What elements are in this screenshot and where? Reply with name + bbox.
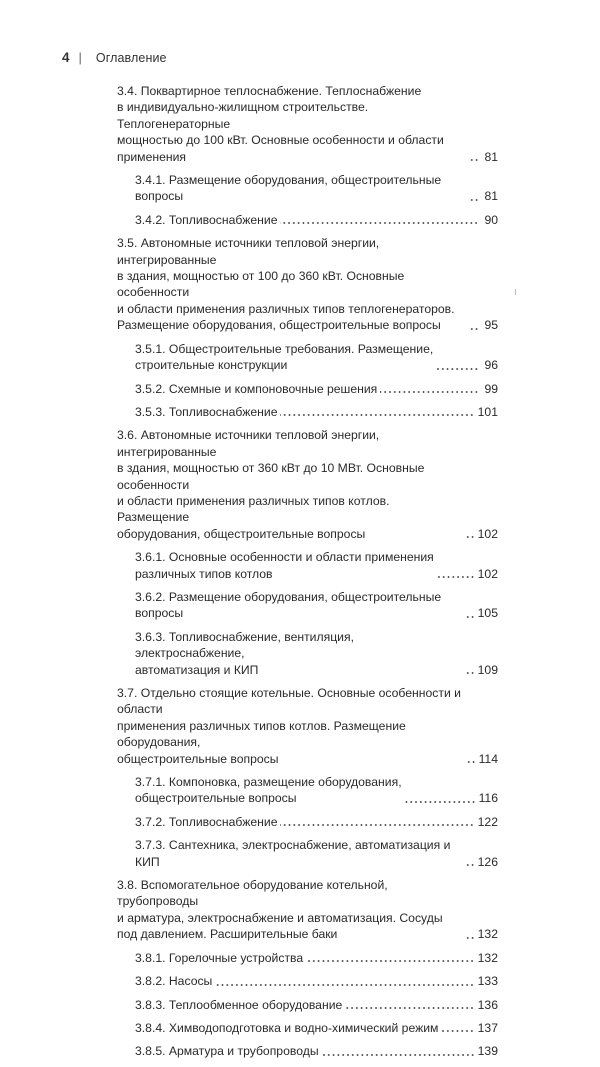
entry-page-number: 136 bbox=[477, 997, 498, 1012]
entry-page-number: 99 bbox=[484, 381, 498, 396]
dot-leader bbox=[437, 576, 475, 578]
entry-page-number: 132 bbox=[477, 950, 498, 965]
entry-page-number: 109 bbox=[477, 662, 498, 677]
entry-title: 3.8.2. Насосы bbox=[135, 974, 213, 989]
dot-leader bbox=[465, 864, 475, 866]
dot-leader bbox=[469, 199, 479, 201]
dot-leader bbox=[465, 616, 475, 618]
toc-subsection-entry bbox=[117, 973, 498, 989]
dot-leader bbox=[441, 1030, 474, 1032]
entry-page-number: 81 bbox=[484, 149, 498, 164]
dot-leader bbox=[322, 1054, 475, 1056]
entry-title: 3.5.3. Топливоснабжение bbox=[135, 404, 278, 419]
entry-page-number: 139 bbox=[477, 1044, 498, 1059]
toc-subsection-entry bbox=[117, 404, 498, 420]
entry-page-number: 133 bbox=[477, 974, 498, 989]
dot-leader bbox=[215, 984, 474, 986]
entry-title: 3.8.1. Горелочные устройства bbox=[135, 950, 304, 965]
entry-page-number: 122 bbox=[477, 814, 498, 829]
dot-leader bbox=[405, 801, 476, 803]
entry-title: 3.8.4. Химводоподготовка и водно-химический режим bbox=[135, 1020, 439, 1035]
entry-title: 3.7.2. Топливоснабжение bbox=[135, 814, 278, 829]
entry-page-number: 81 bbox=[484, 189, 498, 204]
toc-subsection-entry bbox=[117, 549, 498, 582]
toc-section-entry bbox=[117, 427, 498, 542]
toc-subsection-entry bbox=[117, 950, 498, 966]
entry-page-number: 101 bbox=[477, 404, 498, 419]
entry-title: 3.8. Вспомогательное оборудование котельной, трубопроводы и арматура, электроснабжение и автоматизация. Сосуды под давлением. Расширительные баки bbox=[117, 878, 443, 942]
toc-subsection-entry bbox=[117, 774, 498, 807]
entry-page-number: 102 bbox=[477, 566, 498, 581]
toc-subsection-entry bbox=[117, 997, 498, 1013]
entry-page-number: 116 bbox=[478, 791, 498, 806]
margin-mark bbox=[515, 289, 516, 295]
entry-page-number: 114 bbox=[478, 751, 498, 766]
header-separator: | bbox=[78, 50, 82, 65]
entry-page-number: 90 bbox=[484, 212, 498, 227]
header-title: Оглавление bbox=[95, 50, 167, 65]
dot-leader bbox=[469, 159, 479, 161]
dot-leader bbox=[280, 222, 479, 224]
entry-title: 3.7. Отдельно стоящие котельные. Основные особенности и области применения различных типов котлов. Размещение оборудования, общестроительные вопросы bbox=[117, 686, 461, 766]
toc-subsection-entry bbox=[117, 1020, 498, 1036]
entry-title: 3.4.2. Топливоснабжение bbox=[135, 212, 278, 227]
entry-title: 3.6.3. Топливоснабжение, вентиляция, электроснабжение, автоматизация и КИП bbox=[135, 629, 354, 677]
entry-title: 3.8.5. Арматура и трубопроводы bbox=[135, 1044, 319, 1059]
dot-leader bbox=[466, 761, 476, 763]
entry-page-number: 95 bbox=[484, 318, 498, 333]
entry-title: 3.7.3. Сантехника, электроснабжение, автоматизация и КИП bbox=[135, 838, 451, 869]
toc-section-entry bbox=[117, 235, 498, 333]
entry-page-number: 96 bbox=[484, 358, 498, 373]
toc-subsection-entry bbox=[117, 341, 498, 374]
entry-title: 3.5.1. Общестроительные требования. Размещение, строительные конструкции bbox=[135, 341, 434, 373]
toc-section-entry bbox=[117, 83, 498, 165]
toc-subsection-entry bbox=[117, 814, 498, 830]
toc-section-entry bbox=[117, 877, 498, 943]
toc-subsection-entry bbox=[117, 381, 498, 397]
dot-leader bbox=[465, 536, 475, 538]
dot-leader bbox=[345, 1007, 474, 1009]
toc-subsection-entry bbox=[117, 589, 498, 622]
toc-subsection-entry bbox=[117, 837, 498, 870]
entry-title: 3.4. Поквартирное теплоснабжение. Теплоснабжение в индивидуально-жилищном строительстве. Теплогенераторные мощностью до 100 кВт. Основные особенности и области применения bbox=[117, 84, 444, 164]
entry-title: 3.5.2. Схемные и компоновочные решения bbox=[135, 381, 378, 396]
toc-subsection-entry bbox=[117, 172, 498, 205]
page-number: 4 bbox=[62, 50, 70, 65]
entry-title: 3.5. Автономные источники тепловой энергии, интегрированные в здания, мощностью от 100 до 360 кВт. Основные особенности и области применения различных типов теплогенераторов. Размещение оборудования, общестроительные вопросы bbox=[117, 236, 455, 333]
entry-page-number: 132 bbox=[477, 927, 498, 942]
toc-subsection-entry bbox=[117, 212, 498, 228]
entry-title: 3.7.1. Компоновка, размещение оборудования, общестроительные вопросы bbox=[135, 775, 402, 806]
entry-page-number: 105 bbox=[477, 606, 498, 621]
dot-leader bbox=[469, 328, 479, 330]
entry-page-number: 137 bbox=[477, 1020, 498, 1035]
entry-title: 3.8.3. Теплообменное оборудование bbox=[135, 997, 343, 1012]
entry-page-number: 126 bbox=[477, 854, 498, 869]
entry-title: 3.6.1. Основные особенности и области применения различных типов котлов bbox=[135, 550, 434, 581]
entry-page-number: 102 bbox=[477, 526, 498, 541]
dot-leader bbox=[465, 937, 475, 939]
dot-leader bbox=[280, 824, 474, 826]
entry-title: 3.6.2. Размещение оборудования, общестроительные вопросы bbox=[135, 589, 442, 621]
toc-subsection-entry bbox=[117, 1043, 498, 1059]
dot-leader bbox=[306, 960, 475, 962]
running-header bbox=[62, 50, 167, 65]
dot-leader bbox=[465, 672, 475, 674]
table-of-contents bbox=[117, 83, 498, 1067]
toc-subsection-entry bbox=[117, 629, 498, 678]
entry-title: 3.6. Автономные источники тепловой энергии, интегрированные в здания, мощностью от 360 кВт до 10 МВт. Основные особенности и области применения различных типов котлов. Размещение оборудования, общестроительные вопросы bbox=[117, 428, 425, 541]
dot-leader bbox=[280, 414, 474, 416]
toc-section-entry bbox=[117, 685, 498, 767]
entry-title: 3.4.1. Размещение оборудования, общестроительные вопросы bbox=[135, 173, 442, 204]
dot-leader bbox=[436, 368, 479, 370]
dot-leader bbox=[380, 391, 479, 393]
